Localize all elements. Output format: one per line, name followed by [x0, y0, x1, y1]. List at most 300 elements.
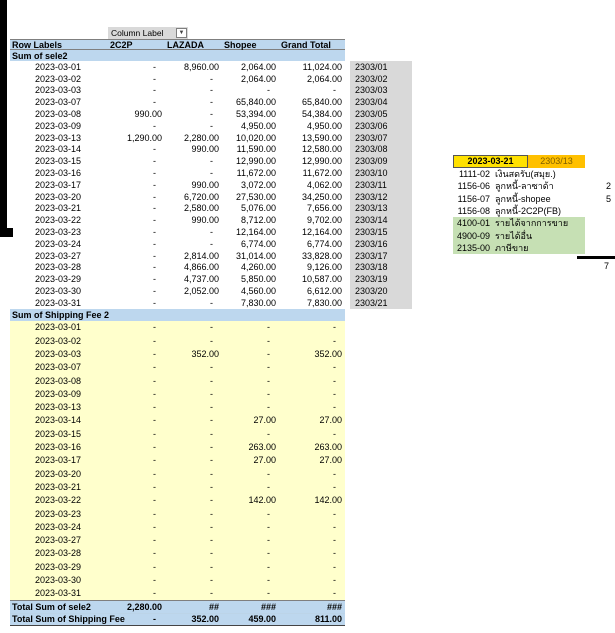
value-cell[interactable]: 990.00: [191, 179, 219, 190]
value-cell[interactable]: 142.00: [314, 495, 342, 506]
value-cell[interactable]: 2,580.00: [183, 203, 219, 214]
value-cell[interactable]: -: [153, 274, 156, 285]
value-cell[interactable]: -: [267, 521, 270, 532]
value-cell[interactable]: -: [333, 335, 336, 346]
value-cell[interactable]: -: [153, 120, 156, 131]
table-row[interactable]: [10, 238, 345, 250]
value-cell[interactable]: -: [210, 548, 213, 559]
value-cell[interactable]: -: [267, 85, 270, 96]
value-cell[interactable]: -: [210, 468, 213, 479]
value-cell[interactable]: -: [210, 168, 213, 179]
table-row[interactable]: [10, 374, 345, 387]
value-cell[interactable]: 2,064.00: [240, 73, 276, 84]
journal-account-row[interactable]: [453, 242, 585, 254]
row-label-date[interactable]: 2023-03-03: [35, 85, 82, 96]
table-row[interactable]: [10, 226, 345, 238]
value-cell[interactable]: 8,712.00: [240, 215, 276, 226]
value-cell[interactable]: -: [153, 297, 156, 308]
row-label-date[interactable]: 2023-03-07: [35, 97, 82, 108]
table-row[interactable]: [10, 480, 345, 493]
value-cell[interactable]: -: [153, 348, 156, 359]
value-cell[interactable]: -: [153, 495, 156, 506]
value-cell[interactable]: -: [333, 548, 336, 559]
row-label-date[interactable]: 2023-03-23: [35, 508, 82, 519]
total-value-cell[interactable]: 811.00: [314, 614, 342, 625]
value-cell[interactable]: -: [333, 535, 336, 546]
total-label[interactable]: Total Sum of sele2: [12, 601, 91, 612]
table-row[interactable]: [10, 297, 345, 309]
row-label-date[interactable]: 2023-03-24: [35, 238, 82, 249]
value-cell[interactable]: -: [210, 156, 213, 167]
value-cell[interactable]: -: [210, 575, 213, 586]
row-label-date[interactable]: 2023-03-20: [35, 191, 82, 202]
value-cell[interactable]: -: [153, 588, 156, 599]
value-cell[interactable]: 27.00: [319, 455, 342, 466]
table-row[interactable]: [10, 285, 345, 297]
total-value-cell[interactable]: 459.00: [248, 614, 276, 625]
row-label-date[interactable]: 2023-03-20: [35, 468, 82, 479]
value-cell[interactable]: 4,950.00: [240, 120, 276, 131]
value-cell[interactable]: 27.00: [319, 415, 342, 426]
row-label-date[interactable]: 2023-03-08: [35, 375, 82, 386]
value-cell[interactable]: -: [210, 481, 213, 492]
value-cell[interactable]: 6,774.00: [240, 238, 276, 249]
value-cell[interactable]: 263.00: [248, 442, 276, 453]
row-label-date[interactable]: 2023-03-15: [35, 156, 82, 167]
value-cell[interactable]: 352.00: [191, 348, 219, 359]
doc-number-cell[interactable]: 2303/05: [350, 108, 412, 120]
value-cell[interactable]: -: [210, 375, 213, 386]
value-cell[interactable]: -: [267, 428, 270, 439]
value-cell[interactable]: 6,774.00: [306, 238, 342, 249]
row-label-date[interactable]: 2023-03-03: [35, 348, 82, 359]
value-cell[interactable]: 12,990.00: [235, 156, 276, 167]
doc-number-cell[interactable]: 2303/12: [350, 191, 412, 203]
value-cell[interactable]: -: [333, 575, 336, 586]
row-label-date[interactable]: 2023-03-17: [35, 179, 82, 190]
value-cell[interactable]: 27.00: [253, 415, 276, 426]
row-label-date[interactable]: 2023-03-16: [35, 442, 82, 453]
value-cell[interactable]: 2,064.00: [240, 61, 276, 72]
table-row[interactable]: [10, 167, 345, 179]
value-cell[interactable]: 4,062.00: [306, 179, 342, 190]
value-cell[interactable]: 11,024.00: [302, 61, 342, 72]
value-cell[interactable]: -: [333, 85, 336, 96]
filter-icon[interactable]: ▼: [176, 28, 187, 38]
doc-number-cell[interactable]: 2303/18: [350, 262, 412, 274]
value-cell[interactable]: 990.00: [134, 109, 162, 120]
value-cell[interactable]: -: [210, 495, 213, 506]
value-cell[interactable]: 9,702.00: [306, 215, 342, 226]
doc-number-cell[interactable]: 2303/16: [350, 238, 412, 250]
value-cell[interactable]: 6,720.00: [183, 191, 219, 202]
value-cell[interactable]: 2,814.00: [183, 250, 219, 261]
table-row[interactable]: [10, 440, 345, 453]
table-row[interactable]: [10, 155, 345, 167]
row-label-date[interactable]: 2023-03-14: [35, 144, 82, 155]
total-label[interactable]: Total Sum of Shipping Fee: [12, 614, 125, 625]
value-cell[interactable]: 4,866.00: [183, 262, 219, 273]
value-cell[interactable]: 9,126.00: [306, 262, 342, 273]
value-cell[interactable]: -: [267, 335, 270, 346]
value-cell[interactable]: -: [153, 238, 156, 249]
value-cell[interactable]: 4,950.00: [306, 120, 342, 131]
value-cell[interactable]: -: [153, 428, 156, 439]
table-row[interactable]: [10, 507, 345, 520]
doc-number-cell[interactable]: 2303/08: [350, 144, 412, 156]
value-cell[interactable]: -: [267, 535, 270, 546]
value-cell[interactable]: -: [210, 362, 213, 373]
value-cell[interactable]: 11,672.00: [236, 168, 276, 179]
row-label-date[interactable]: 2023-03-27: [35, 250, 82, 261]
value-cell[interactable]: -: [333, 362, 336, 373]
value-cell[interactable]: 990.00: [191, 215, 219, 226]
row-label-date[interactable]: 2023-03-02: [35, 335, 82, 346]
value-cell[interactable]: 2,064.00: [306, 73, 342, 84]
column-header-shopee[interactable]: Shopee: [224, 39, 257, 50]
column-header-lazada[interactable]: LAZADA: [167, 39, 204, 50]
table-row[interactable]: [10, 334, 345, 347]
table-row[interactable]: [10, 573, 345, 586]
doc-number-cell[interactable]: 2303/11: [350, 179, 412, 191]
total-value-cell[interactable]: 352.00: [191, 614, 219, 625]
total-value-cell[interactable]: ###: [326, 601, 342, 612]
value-cell[interactable]: 1,290.00: [126, 132, 162, 143]
value-cell[interactable]: 13,590.00: [301, 132, 342, 143]
row-label-date[interactable]: 2023-03-31: [35, 297, 82, 308]
value-cell[interactable]: -: [210, 508, 213, 519]
table-row[interactable]: [10, 179, 345, 191]
row-label-date[interactable]: 2023-03-28: [35, 262, 82, 273]
value-cell[interactable]: -: [153, 521, 156, 532]
value-cell[interactable]: -: [210, 521, 213, 532]
value-cell[interactable]: -: [210, 388, 213, 399]
row-label-date[interactable]: 2023-03-17: [35, 455, 82, 466]
row-label-date[interactable]: 2023-03-09: [35, 388, 82, 399]
value-cell[interactable]: -: [267, 575, 270, 586]
row-label-date[interactable]: 2023-03-15: [35, 428, 82, 439]
value-cell[interactable]: 54,384.00: [301, 109, 342, 120]
value-cell[interactable]: -: [333, 561, 336, 572]
row-label-date[interactable]: 2023-03-24: [35, 521, 82, 532]
value-cell[interactable]: -: [210, 561, 213, 572]
value-cell[interactable]: -: [210, 227, 213, 238]
value-cell[interactable]: 6,612.00: [306, 286, 342, 297]
value-cell[interactable]: 12,990.00: [301, 156, 342, 167]
value-cell[interactable]: 4,560.00: [240, 286, 276, 297]
table-row[interactable]: [10, 467, 345, 480]
doc-number-cell[interactable]: 2303/20: [350, 285, 412, 297]
value-cell[interactable]: -: [153, 388, 156, 399]
table-row[interactable]: [10, 427, 345, 440]
value-cell[interactable]: 10,587.00: [301, 274, 342, 285]
table-row[interactable]: [10, 191, 345, 203]
total-row-sele2[interactable]: [10, 600, 345, 613]
value-cell[interactable]: -: [153, 468, 156, 479]
table-row[interactable]: [10, 494, 345, 507]
row-label-date[interactable]: 2023-03-30: [35, 286, 82, 297]
value-cell[interactable]: -: [153, 362, 156, 373]
value-cell[interactable]: 4,737.00: [183, 274, 219, 285]
value-cell[interactable]: -: [210, 535, 213, 546]
value-cell[interactable]: 11,590.00: [236, 144, 276, 155]
value-cell[interactable]: -: [153, 203, 156, 214]
value-cell[interactable]: -: [153, 286, 156, 297]
value-cell[interactable]: -: [153, 97, 156, 108]
journal-account-row[interactable]: [453, 168, 585, 180]
value-cell[interactable]: 2,052.00: [183, 286, 219, 297]
total-value-cell[interactable]: ##: [208, 601, 219, 612]
value-cell[interactable]: -: [153, 322, 156, 333]
doc-number-cell[interactable]: 2303/13: [350, 203, 412, 215]
table-row[interactable]: [10, 387, 345, 400]
value-cell[interactable]: 12,580.00: [301, 144, 342, 155]
value-cell[interactable]: 65,840.00: [301, 97, 342, 108]
value-cell[interactable]: -: [153, 262, 156, 273]
value-cell[interactable]: -: [153, 61, 156, 72]
value-cell[interactable]: -: [333, 508, 336, 519]
value-cell[interactable]: 34,250.00: [301, 191, 342, 202]
doc-number-cell[interactable]: 2303/06: [350, 120, 412, 132]
table-row[interactable]: [10, 132, 345, 144]
row-label-date[interactable]: 2023-03-16: [35, 168, 82, 179]
row-label-date[interactable]: 2023-03-31: [35, 588, 82, 599]
value-cell[interactable]: 4,260.00: [240, 262, 276, 273]
value-cell[interactable]: -: [153, 548, 156, 559]
total-row-shipping-fee[interactable]: [10, 613, 345, 626]
value-cell[interactable]: -: [153, 455, 156, 466]
value-cell[interactable]: -: [210, 85, 213, 96]
doc-number-cell[interactable]: 2303/02: [350, 73, 412, 85]
value-cell[interactable]: 33,828.00: [301, 250, 342, 261]
doc-number-cell[interactable]: 2303/21: [350, 297, 412, 309]
value-cell[interactable]: 8,960.00: [183, 61, 219, 72]
value-cell[interactable]: 53,394.00: [235, 109, 276, 120]
table-row[interactable]: [10, 262, 345, 274]
value-cell[interactable]: -: [333, 388, 336, 399]
table-row[interactable]: [10, 547, 345, 560]
value-cell[interactable]: -: [210, 402, 213, 413]
value-cell[interactable]: 990.00: [191, 144, 219, 155]
value-cell[interactable]: -: [267, 388, 270, 399]
value-cell[interactable]: -: [333, 588, 336, 599]
value-cell[interactable]: -: [153, 168, 156, 179]
doc-number-cell[interactable]: 2303/19: [350, 273, 412, 285]
journal-date-cell[interactable]: 2023-03-21: [453, 155, 528, 168]
row-label-date[interactable]: 2023-03-21: [35, 203, 82, 214]
table-row[interactable]: [10, 520, 345, 533]
value-cell[interactable]: -: [210, 109, 213, 120]
doc-number-cell[interactable]: 2303/09: [350, 155, 412, 167]
value-cell[interactable]: 65,840.00: [235, 97, 276, 108]
value-cell[interactable]: -: [267, 588, 270, 599]
value-cell[interactable]: 7,656.00: [306, 203, 342, 214]
value-cell[interactable]: -: [267, 481, 270, 492]
table-row[interactable]: [10, 120, 345, 132]
value-cell[interactable]: 5,076.00: [240, 203, 276, 214]
table-row[interactable]: [10, 203, 345, 215]
journal-account-row[interactable]: [453, 217, 585, 229]
value-cell[interactable]: -: [333, 428, 336, 439]
value-cell[interactable]: -: [267, 548, 270, 559]
value-cell[interactable]: -: [153, 144, 156, 155]
value-cell[interactable]: -: [153, 335, 156, 346]
value-cell[interactable]: -: [333, 402, 336, 413]
row-label-date[interactable]: 2023-03-14: [35, 415, 82, 426]
value-cell[interactable]: -: [153, 375, 156, 386]
value-cell[interactable]: -: [153, 535, 156, 546]
value-cell[interactable]: 12,164.00: [235, 227, 276, 238]
row-label-date[interactable]: 2023-03-23: [35, 227, 82, 238]
value-cell[interactable]: -: [210, 73, 213, 84]
table-row[interactable]: [10, 73, 345, 85]
row-label-date[interactable]: 2023-03-08: [35, 109, 82, 120]
total-value-cell[interactable]: -: [153, 614, 156, 625]
column-header-row-labels[interactable]: Row Labels: [12, 39, 63, 50]
table-row[interactable]: [10, 401, 345, 414]
value-cell[interactable]: 3,072.00: [240, 179, 276, 190]
value-cell[interactable]: -: [210, 297, 213, 308]
value-cell[interactable]: 7,830.00: [306, 297, 342, 308]
value-cell[interactable]: 31,014.00: [235, 250, 276, 261]
table-row[interactable]: [10, 414, 345, 427]
journal-account-row[interactable]: [453, 193, 612, 205]
table-row[interactable]: [10, 321, 345, 334]
value-cell[interactable]: -: [210, 120, 213, 131]
value-cell[interactable]: 27.00: [253, 455, 276, 466]
row-label-date[interactable]: 2023-03-30: [35, 575, 82, 586]
row-label-date[interactable]: 2023-03-09: [35, 120, 82, 131]
value-cell[interactable]: -: [153, 250, 156, 261]
journal-account-row[interactable]: [453, 180, 612, 192]
table-row[interactable]: [10, 533, 345, 546]
value-cell[interactable]: -: [153, 156, 156, 167]
row-label-date[interactable]: 2023-03-21: [35, 481, 82, 492]
value-cell[interactable]: -: [210, 335, 213, 346]
value-cell[interactable]: -: [153, 191, 156, 202]
column-label-filter[interactable]: [108, 27, 188, 39]
value-cell[interactable]: 352.00: [314, 348, 342, 359]
table-row[interactable]: [10, 144, 345, 156]
row-label-date[interactable]: 2023-03-29: [35, 274, 82, 285]
section-title-sum-of-sele2[interactable]: Sum of sele2: [10, 50, 345, 61]
value-cell[interactable]: -: [333, 468, 336, 479]
value-cell[interactable]: -: [333, 481, 336, 492]
value-cell[interactable]: 27,530.00: [235, 191, 276, 202]
table-row[interactable]: [10, 250, 345, 262]
value-cell[interactable]: -: [153, 227, 156, 238]
value-cell[interactable]: -: [333, 375, 336, 386]
row-label-date[interactable]: 2023-03-07: [35, 362, 82, 373]
value-cell[interactable]: -: [153, 508, 156, 519]
row-label-date[interactable]: 2023-03-27: [35, 535, 82, 546]
doc-number-cell[interactable]: 2303/15: [350, 226, 412, 238]
value-cell[interactable]: -: [153, 481, 156, 492]
section-title-sum-of-shipping-fee[interactable]: Sum of Shipping Fee 2: [10, 309, 345, 321]
value-cell[interactable]: -: [210, 415, 213, 426]
value-cell[interactable]: -: [153, 561, 156, 572]
journal-account-row[interactable]: [453, 229, 585, 241]
row-label-date[interactable]: 2023-03-01: [35, 61, 82, 72]
row-label-date[interactable]: 2023-03-29: [35, 561, 82, 572]
value-cell[interactable]: -: [210, 238, 213, 249]
value-cell[interactable]: 7,830.00: [240, 297, 276, 308]
value-cell[interactable]: -: [267, 561, 270, 572]
doc-number-cell[interactable]: 2303/17: [350, 250, 412, 262]
value-cell[interactable]: -: [333, 322, 336, 333]
value-cell[interactable]: -: [153, 73, 156, 84]
table-row[interactable]: [10, 347, 345, 360]
value-cell[interactable]: 10,020.00: [235, 132, 276, 143]
row-label-date[interactable]: 2023-03-28: [35, 548, 82, 559]
table-row[interactable]: [10, 454, 345, 467]
value-cell[interactable]: -: [210, 97, 213, 108]
table-row[interactable]: [10, 108, 345, 120]
table-row[interactable]: [10, 96, 345, 108]
row-label-date[interactable]: 2023-03-22: [35, 495, 82, 506]
table-row[interactable]: [10, 273, 345, 285]
value-cell[interactable]: -: [267, 322, 270, 333]
total-value-cell[interactable]: ###: [260, 601, 276, 612]
value-cell[interactable]: 142.00: [248, 495, 276, 506]
table-row[interactable]: [10, 61, 345, 73]
table-row[interactable]: [10, 560, 345, 573]
table-row[interactable]: [10, 85, 345, 97]
row-label-date[interactable]: 2023-03-22: [35, 215, 82, 226]
value-cell[interactable]: -: [267, 362, 270, 373]
value-cell[interactable]: 11,672.00: [302, 168, 342, 179]
row-label-date[interactable]: 2023-03-02: [35, 73, 82, 84]
value-cell[interactable]: -: [267, 348, 270, 359]
value-cell[interactable]: -: [153, 179, 156, 190]
doc-number-cell[interactable]: 2303/14: [350, 214, 412, 226]
column-header-grand-total[interactable]: Grand Total: [281, 39, 331, 50]
value-cell[interactable]: -: [210, 442, 213, 453]
table-row[interactable]: [10, 214, 345, 226]
value-cell[interactable]: 5,850.00: [240, 274, 276, 285]
value-cell[interactable]: -: [153, 402, 156, 413]
row-label-date[interactable]: 2023-03-01: [35, 322, 82, 333]
table-row[interactable]: [10, 361, 345, 374]
value-cell[interactable]: -: [210, 588, 213, 599]
column-header-2c2p[interactable]: 2C2P: [110, 39, 133, 50]
value-cell[interactable]: -: [153, 575, 156, 586]
row-label-date[interactable]: 2023-03-13: [35, 402, 82, 413]
doc-number-cell[interactable]: 2303/01: [350, 61, 412, 73]
value-cell[interactable]: -: [210, 428, 213, 439]
table-row[interactable]: [10, 587, 345, 600]
value-cell[interactable]: -: [267, 375, 270, 386]
value-cell[interactable]: -: [267, 508, 270, 519]
value-cell[interactable]: 263.00: [314, 442, 342, 453]
row-label-date[interactable]: 2023-03-13: [35, 132, 82, 143]
doc-number-cell[interactable]: 2303/03: [350, 85, 412, 97]
journal-account-row[interactable]: [453, 205, 585, 217]
value-cell[interactable]: -: [210, 455, 213, 466]
value-cell[interactable]: -: [153, 442, 156, 453]
value-cell[interactable]: -: [210, 322, 213, 333]
value-cell[interactable]: -: [333, 521, 336, 532]
journal-doc-no-cell[interactable]: 2303/13: [528, 155, 585, 168]
value-cell[interactable]: -: [267, 468, 270, 479]
value-cell[interactable]: -: [153, 85, 156, 96]
value-cell[interactable]: -: [153, 215, 156, 226]
value-cell[interactable]: -: [267, 402, 270, 413]
doc-number-cell[interactable]: 2303/10: [350, 167, 412, 179]
value-cell[interactable]: -: [153, 415, 156, 426]
doc-number-cell[interactable]: 2303/04: [350, 96, 412, 108]
value-cell[interactable]: 12,164.00: [301, 227, 342, 238]
